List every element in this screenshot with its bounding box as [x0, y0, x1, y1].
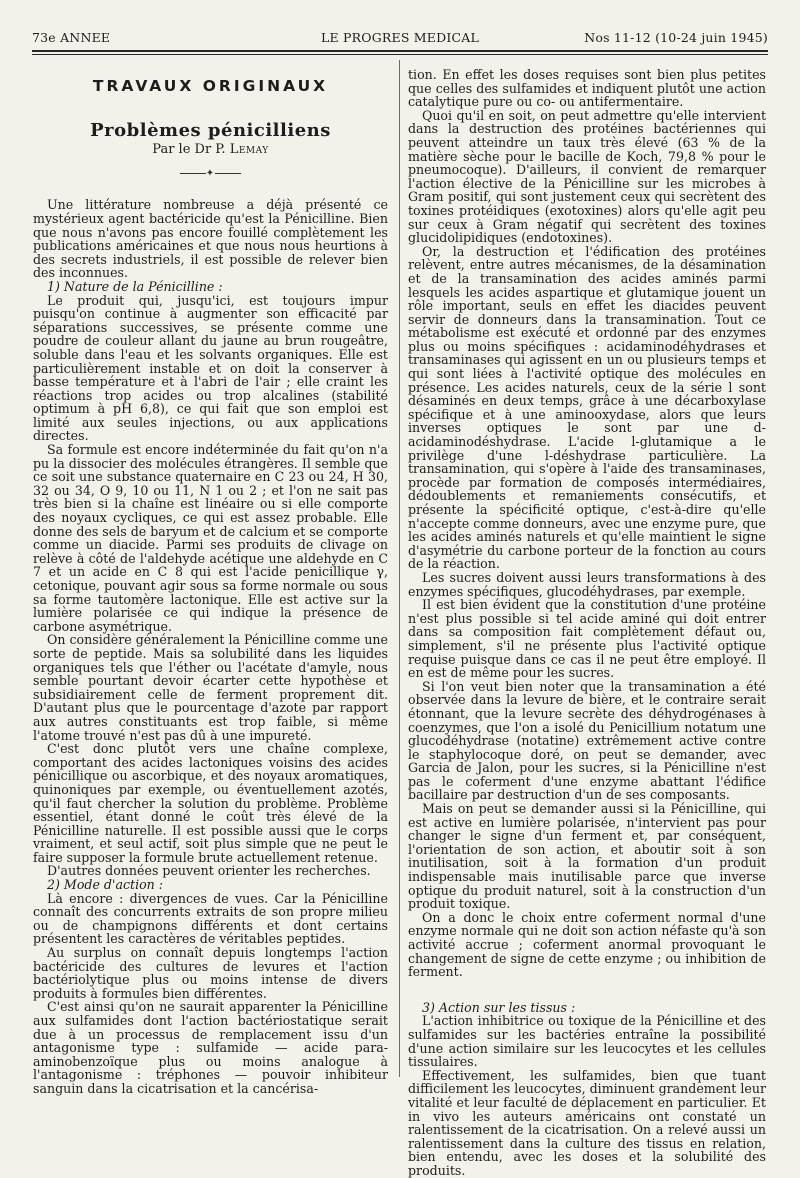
column-divider	[399, 60, 400, 1077]
paragraph: tion. En effet les doses requises sont bien plus petites que celles des sulfamides et indiquent plutôt une action catalytique pure ou co- ou antifermentaire.	[408, 67, 766, 110]
paragraph: On considère généralement la Pénicilline comme une sorte de peptide. Mais sa solubilité dans les liquides organiques tels que l'éther ou l'acétate d'amyle, nous semble pourtant devoir écarter cette hypothèse et subsidiairement celle de ferment proprement dit. D'autant plus que le pourcentage d'azote par rapport aux autres constituants est trop faible, si même l'atome trouvé n'est pas dû à une impureté.	[33, 632, 388, 743]
byline-prefix: Par le Dr P.	[152, 142, 226, 158]
paragraph: Il est bien évident que la constitution d'une protéine n'est plus possible si tel acide aminé qui doit entrer dans sa composition fait complètement défaut ou, simplement, s'il ne présente plus l'activité optique requise puisque dans ce cas il ne peut être employé. Il en est de même pour les sucres.	[408, 597, 766, 681]
subhead-nature: 1) Nature de la Pénicilline :	[47, 278, 223, 294]
paragraph: Sa formule est encore indéterminée du fait qu'on n'a pu la dissocier des molécules étrangères. Il semble que ce soit une substance quaternaire en C 23 ou 24, H 30, 32 ou 34, O 9, 10 ou 11, N 1 ou 2 ; et l'on ne sait pas très bien si la chaîne est linéaire ou si elle comporte des noyaux cycliques, ce qui est assez probable. Elle donne des sels de baryum et de calcium et se comporte comme un diacide. Parmi ses produits de clivage on relève à côté de l'aldehyde acétique une aldehyde en C 7 et un acide en C 8 qui est l'acide penicillique γ, cetonique, pouvant agir sous sa forme normale ou sous sa forme tautomère lactonique. Elle est active sur la lumière polarisée ce qui indique la présence de carbone asymétrique.	[33, 442, 388, 634]
paragraph: On a donc le choix entre coferment normal d'une enzyme normale qui ne doit son action néfaste qu'à son activité accrue ; coferment anormal provoquant le changement de signe de cette enzyme ; ou inhibition de ferment.	[408, 909, 766, 980]
subhead-mode-action: 2) Mode d'action :	[47, 877, 164, 893]
paragraph: Mais on peut se demander aussi si la Pénicilline, qui est active en lumière polarisée, n'intervient pas pour changer le signe d'un ferment et, par conséquent, l'orientation de son action, et aboutir soit à son inutilisation, soit à la formation d'un produit indispensable mais inutilisable parce que inverse optique du produit naturel, soit à la construction d'un produit toxique.	[408, 801, 766, 912]
left-column	[33, 68, 388, 1096]
issue-date: Nos 11-12 (10-24 juin 1945)	[584, 30, 768, 45]
paragraph: Les sucres doivent aussi leurs transformations à des enzymes spécifiques, glucodéhydrases, par exemple.	[408, 569, 766, 599]
subhead-tissus: 3) Action sur les tissus :	[422, 999, 576, 1015]
paragraph: C'est donc plutôt vers une chaîne complexe, comportant des acides lactoniques voisins des acides pénicillique ou ascorbique, et des noyaux aromatiques, quinoniques par exemple, ou éventuellement azotés, qu'il faut chercher la solution du problème. Problème essentiel, étant donné le coût très élevé de la Pénicilline naturelle. Il est possible aussi que le corps vraiment, et seul actif, soit plus simple que ne peut le faire supposer la formule brute actuellement retenue.	[33, 741, 388, 865]
volume-label: 73e ANNEE	[32, 30, 111, 45]
journal-title: LE PROGRES MEDICAL	[321, 30, 479, 45]
title-ornament: ✦	[176, 167, 246, 181]
paragraph: Quoi qu'il en soit, on peut admettre qu'elle intervient dans la destruction des protéines bactériennes qui peuvent atteindre un taux très élevé (63 % de la matière sèche pour le bacille de Koch, 79,8 % pour le pneumocoque). D'ailleurs, il convient de remarquer l'action élective de la Pénicilline sur les microbes à Gram positif, qui sont justement ceux qui secrètent des toxines protéidiques (exotoxines) alors qu'elle agit peu sur ceux à Gram négatif qui secrètent des toxines glucidolipidiques (endotoxines).	[408, 107, 766, 246]
paragraph: D'autres données peuvent orienter les recherches.	[47, 863, 371, 879]
author-name: Lemay	[229, 142, 269, 158]
paragraph: Effectivement, les sulfamides, bien que tuant difficilement les leucocytes, diminuent grandement leur vitalité et leur faculté de déplacement en particulier. Et in vivo les auteurs américains ont constaté un ralentissement de la cicatrisation. On a relevé aussi un ralentissement dans la culture des tissus en relation, bien entendu, avec les doses et la solubilité des produits.	[408, 1067, 766, 1178]
paragraph: Or, la destruction et l'édification des protéines relèvent, entre autres mécanismes, de la désamination et de la transamination des acides aminés parmi lesquels les acides aspartique et glutamique jouent un rôle important, seuls en effet les diacides peuvent servir de donneurs dans la transamination. Tout ce métabolisme est exécuté et ordonné par des enzymes plus ou moins spécifiques : acidaminodéhydrases et transaminases qui agissent en un ou plusieurs temps et qui sont liées à l'activité optique des molécules en présence. Les acides naturels, ceux de la série l sont désaminés en deux temps, grâce à une décarboxylase spécifique et à une aminooxydase, alors que leurs inverses optiques le sont par une d-acidaminodéshydrase. L'acide l-glutamique a le privilège d'une l-déshydrase particulière. La transamination, qui s'opère à l'aide des transaminases, procède par formation de composés intermédiaires, dédoublements et remaniements consécutifs, et présente la spécificité optique, c'est-à-dire qu'elle n'accepte comme donneurs, avec une enzyme pure, que les acides aminés naturels et qu'elle maintient le signe d'asymétrie du carbone porteur de la fonction au cours de la réaction.	[408, 243, 766, 572]
paragraph: C'est ainsi qu'on ne saurait apparenter la Pénicilline aux sulfamides dont l'action bactériostatique serait due à un processus de remplacement issu d'un antagonisme type : sulfamide — acide para-aminobenzoïque plus ou moins analogue à l'antagonisme : tréphones — pouvoir inhibiteur sanguin dans la cicatrisation et la cancérisa-	[33, 999, 388, 1096]
paragraph: L'action inhibitrice ou toxique de la Pénicilline et des sulfamides sur les bactéries entraîne la possibilité d'une action similaire sur les leucocytes et les cellules tissulaires.	[408, 1013, 766, 1070]
byline	[33, 143, 388, 157]
section-banner: TRAVAUX ORIGINAUX	[92, 77, 329, 95]
article-title: Problèmes pénicilliens	[90, 119, 331, 141]
right-column	[408, 67, 766, 1178]
paragraph: Au surplus on connaît depuis longtemps l'action bactéricide des cultures de levures et l'action bactériolytique plus ou moins intense de divers produits à formules bien différentes.	[33, 945, 388, 1001]
paragraph: Si l'on veut bien noter que la transamination a été observée dans la levure de bière, et le contraire serait étonnant, que la levure secrète des déhydrogénases à coenzymes, que l'on a isolé du Penicillium notatum une glucodéhydrase (notatine) extrêmement active contre le staphylocoque doré, on peut se demander, avec Garcia de Jalon, pour les sucres, si la Pénicilline n'est pas le coferment d'une enzyme abattant l'édifice bacillaire par destruction d'un de ses composants.	[408, 678, 766, 803]
running-header	[32, 30, 768, 48]
paragraph: Là encore : divergences de vues. Car la Pénicilline connaît des concurrents extraits de son propre milieu ou de champignons différents et dont certains présentent les caractères de véritables peptides.	[33, 890, 388, 947]
intro-paragraph: Une littérature nombreuse a déjà présenté ce mystérieux agent bactéricide qu'est la Pénicilline. Bien que nous n'avons pas encore fouillé complètement les publications américaines et que nous nous heurtions à des secrets industriels, il est possible de relever bien des inconnues.	[33, 197, 388, 281]
header-rule	[32, 50, 768, 55]
paragraph: Le produit qui, jusqu'ici, est toujours impur puisqu'on continue à augmenter son efficacité par séparations successives, se présente comme une poudre de couleur allant du jaune au brun rougeâtre, soluble dans l'eau et les solvants organiques. Elle est particulièrement instable et on doit la conserver à basse température et à l'abri de l'air ; elle craint les réactions trop acides ou trop alcalines (stabilité optimum à pH 6,8), ce qui fait que son emploi est limité aux seules injections, ou aux applications directes.	[33, 292, 388, 444]
